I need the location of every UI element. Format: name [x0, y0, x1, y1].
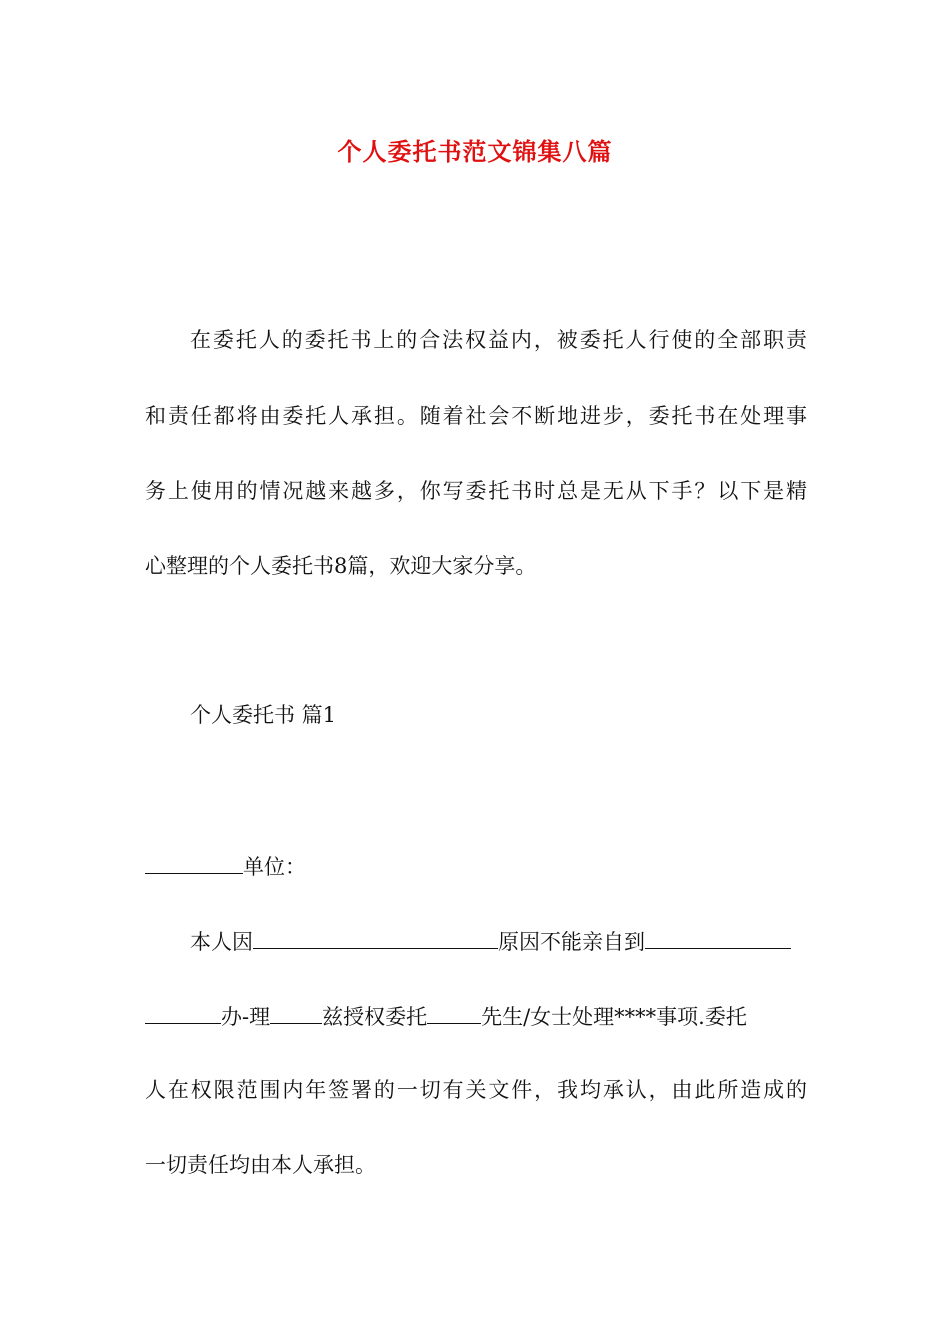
- body-text-agent: 先生/女士处理****事项.委托: [481, 1005, 747, 1029]
- body-text-authorize: 兹授权委托: [322, 1005, 428, 1029]
- body-line-3: 人在权限范围内年签署的一切有关文件，我均承认，由此所造成的: [145, 1078, 807, 1102]
- body-text-reason-suffix: 原因不能亲自到: [498, 930, 645, 954]
- body-line-2: [145, 995, 807, 1037]
- agent-name-blank[interactable]: [427, 995, 481, 1024]
- document-title: 个人委托书范文锦集八篇: [337, 137, 613, 166]
- body-text-handle: 办-理: [221, 1005, 271, 1029]
- intro-line-1: 在委托人的委托书上的合法权益内，被委托人行使的全部职责: [190, 328, 807, 352]
- unit-label: 单位：: [243, 855, 306, 879]
- place-blank-start[interactable]: [645, 920, 791, 949]
- section-heading: 个人委托书 篇1: [190, 703, 337, 727]
- intro-line-2: 和责任都将由委托人承担。随着社会不断地进步，委托书在处理事: [145, 404, 807, 428]
- body-text-reason-prefix: 本人因: [190, 930, 253, 954]
- intro-line-3: 务上使用的情况越来越多，你写委托书时总是无从下手？以下是精: [145, 479, 807, 503]
- matter-blank[interactable]: [270, 995, 322, 1024]
- reason-blank[interactable]: [253, 920, 498, 949]
- unit-line: [145, 845, 807, 887]
- place-blank-end[interactable]: [145, 995, 221, 1024]
- intro-line-4: 心整理的个人委托书8篇，欢迎大家分享。: [145, 554, 537, 578]
- unit-blank[interactable]: [145, 845, 243, 874]
- body-line-4: 一切责任均由本人承担。: [145, 1153, 376, 1177]
- body-line-1: [190, 920, 807, 962]
